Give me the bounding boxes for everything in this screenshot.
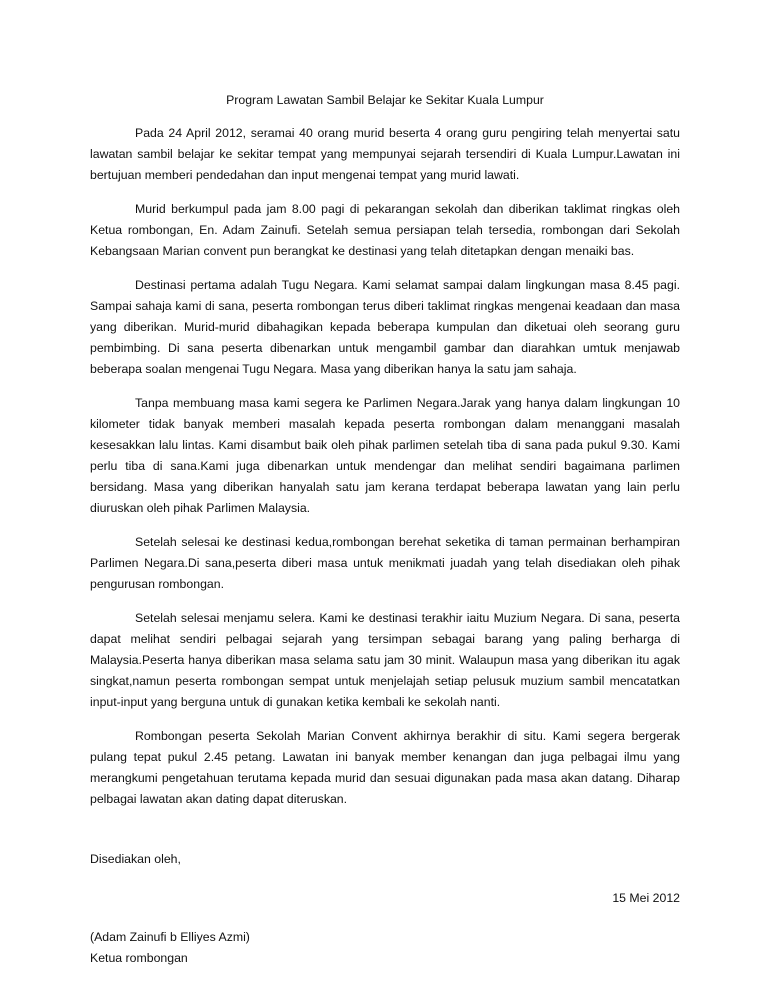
paragraph-2: Murid berkumpul pada jam 8.00 pagi di pekarangan sekolah dan diberikan taklimat ringkas oleh Ketua rombongan, En. Adam Zainufi. Setelah semua persiapan telah tersedia, rombongan dari Sekolah Kebangsaan Marian convent pun berangkat ke destinasi yang telah ditetapkan dengan menaiki bas. [90, 202, 680, 258]
document-body [90, 90, 680, 969]
document-title: Program Lawatan Sambil Belajar ke Sekitar Kuala Lumpur [226, 93, 544, 107]
paragraph-4: Tanpa membuang masa kami segera ke Parlimen Negara.Jarak yang hanya dalam lingkungan 10 kilometer tidak banyak memberi masalah kepada peserta rombongan dalam menanggani masalah kesesakkan lalu lintas. Kami disambut baik oleh pihak parlimen setelah tiba di sana pada pukul 9.30. Kami perlu tiba di sana.Kami juga dibenarkan untuk mendengar dan melihat sendiri bagaimana parlimen bersidang. Masa yang diberikan hanyalah satu jam kerana terdapat beberapa lawatan yang lain perlu diuruskan oleh pihak Parlimen Malaysia. [90, 396, 680, 515]
document-date: 15 Mei 2012 [612, 891, 680, 905]
paragraph-7: Rombongan peserta Sekolah Marian Convent akhirnya berakhir di situ. Kami segera bergerak pulang tepat pukul 2.45 petang. Lawatan ini banyak member kenangan dan juga pelbagai ilmu yang merangkumi pengetahuan terutama kepada murid dan sesuai digunakan pada masa akan datang. Diharap pelbagai lawatan akan dating dapat diteruskan. [90, 729, 680, 806]
prepared-by-label: Disediakan oleh, [90, 852, 181, 866]
signatory-role: Ketua rombongan [90, 951, 188, 965]
paragraph-6: Setelah selesai menjamu selera. Kami ke destinasi terakhir iaitu Muzium Negara. Di sana, peserta dapat melihat sendiri pelbagai sejarah yang tersimpan sebagai barang yang paling berharga di Malaysia.Peserta hanya diberikan masa selama satu jam 30 minit. Walaupun masa yang diberikan itu agak singkat,namun peserta rombongan sempat untuk menjelajah setiap pelusuk muzium sambil mencatatkan input-input yang berguna untuk di gunakan ketika kembali ke sekolah nanti. [90, 611, 680, 709]
paragraph-5: Setelah selesai ke destinasi kedua,rombongan berehat seketika di taman permainan berhampiran Parlimen Negara.Di sana,peserta diberi masa untuk menikmati juadah yang telah disediakan oleh pihak pengurusan rombongan. [90, 535, 680, 591]
paragraph-3: Destinasi pertama adalah Tugu Negara. Kami selamat sampai dalam lingkungan masa 8.45 pagi. Sampai sahaja kami di sana, peserta rombongan terus diberi taklimat ringkas mengenai keadaan dan masa yang diberikan. Murid-murid dibahagikan kepada beberapa kumpulan dan diketuai oleh seorang guru pembimbing. Di sana peserta dibenarkan untuk mengambil gambar dan diarahkan umtuk menjawab beberapa soalan mengenai Tugu Negara. Masa yang diberikan hanya la satu jam sahaja. [90, 278, 680, 376]
paragraph-1: Pada 24 April 2012, seramai 40 orang murid beserta 4 orang guru pengiring telah menyertai satu lawatan sambil belajar ke sekitar tempat yang mempunyai sejarah tersendiri di Kuala Lumpur.Lawatan ini bertujuan memberi pendedahan dan input mengenai tempat yang murid lawati. [90, 126, 680, 182]
signatory-name: (Adam Zainufi b Elliyes Azmi) [90, 930, 250, 944]
